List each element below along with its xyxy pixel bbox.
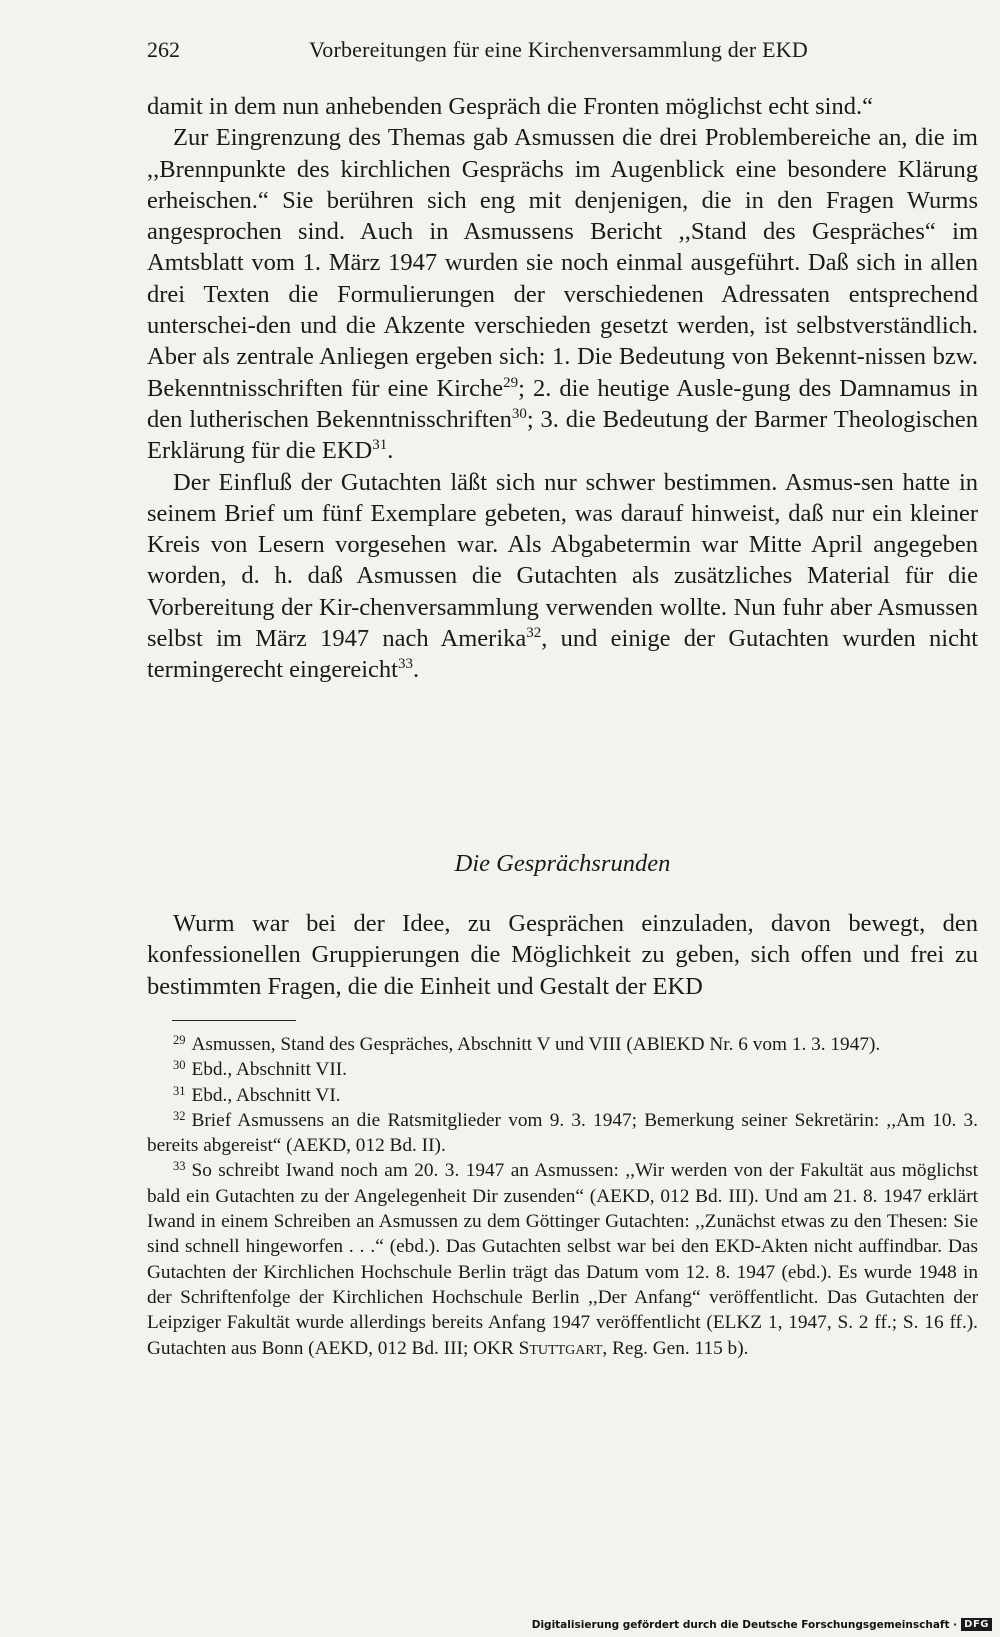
footnote-number: 29 [173, 1033, 186, 1047]
footnote-ref: 29 [503, 374, 519, 391]
footnote-ref: 31 [372, 437, 388, 454]
dfg-logo: DFG [961, 1618, 992, 1631]
paragraph [147, 122, 978, 466]
footnotes [147, 1032, 978, 1361]
footnote-number: 30 [173, 1058, 186, 1073]
section-heading: Die Gesprächsrunden [454, 850, 671, 877]
footnote-text: , Reg. Gen. 115 b). [602, 1337, 749, 1359]
text-run: Zur Eingrenzung des Themas gab Asmussen die drei Problembereiche an, die im ,,Brennpunkte des kirchlichen Gesprächs im Augenblick eine besondere Klärung erheischen.“ Sie berühren sich eng mit denjenigen, die in den Fragen Wurms angesprochen sind. Auch in Asmussens Bericht ,,Stand des Gespräches“ im Amtsblatt vom 1. März 1947 wurden sie noch einmal ausgeführt. Daß sich in allen drei Texten die Formulierungen der verschiedenen Adressaten entsprechend unterschei-den und die Akzente verschieden gesetzt werden, ist selbstverständlich. Aber als zentrale Anliegen ergeben sich: 1. Die Bedeutung von Bekennt-nissen bzw. Bekenntnisschriften für eine Kirche [147, 124, 978, 402]
footnote-number: 31 [173, 1083, 186, 1098]
footnote-text: Asmussen, Stand des Gespräches, Abschnitt V und VIII (ABlEKD Nr. 6 vom 1. 3. 1947). [191, 1034, 881, 1055]
page-header [147, 36, 978, 64]
footnote [147, 1108, 978, 1159]
text-run: Der Einfluß der Gutachten läßt sich nur schwer bestimmen. Asmus-sen hatte in seinem Brief um fünf Exemplare gebeten, was darauf hinweist, daß nur ein kleiner Kreis von Lesern vorgesehen war. Als Abgabetermin war Mitte April angegeben worden, d. h. daß Asmussen die Gutachten als zusätzliches Material für die Vorbereitung der Kir-chenversammlung verwenden wollte. Nun fuhr aber Asmussen selbst im März 1947 nach Amerika [147, 468, 978, 653]
text-run: , und einige der Gutachten wurden nicht termingerecht eingereicht [147, 625, 978, 684]
footnote-text: So schreibt Iwand noch am 20. 3. 1947 an Asmussen: ,,Wir werden von der Fakultät aus möglichst bald ein Gutachten zu der Angelegenheit Dir zusenden“ (AEKD, 012 Bd. III). Und am 21. 8. 1947 erklärt Iwand in einem Schreiben an Asmussen zu dem Göttinger Gutachten: ,,Zunächst etwas zu den Thesen: Sie sind schnell hingeworfen . . .“ (ebd.). Das Gutachten selbst war bei den EKD-Akten nicht auffindbar. Das Gutachten der Kirchlichen Hochschule Berlin trägt das Datum vom 12. 8. 1947 (ebd.). Es wurde 1948 in der Schriftenfolge der Kirchlichen Hochschule Berlin ,,Der Anfang“ veröffentlicht. Das Gutachten der Leipziger Fakultät wurde allerdings bereits Anfang 1947 veröffentlicht (ELKZ 1, 1947, S. 2 ff.; S. 16 ff.). Gutachten aus Bonn (AEKD, 012 Bd. III; OKR [147, 1160, 978, 1359]
footnote-number: 32 [173, 1108, 186, 1123]
footnote-text: Ebd., Abschnitt VII. [191, 1059, 347, 1081]
footnote [147, 1158, 978, 1360]
dfg-credit-text: Digitalisierung gefördert durch die Deutsche Forschungsgemeinschaft · [531, 1618, 958, 1631]
main-text [147, 91, 978, 686]
footnote [147, 1057, 978, 1082]
paragraph [147, 467, 978, 686]
section-text [147, 908, 978, 1002]
paragraph: damit in dem nun anhebenden Gespräch die Fronten möglichst echt sind.“ [147, 93, 873, 120]
footnote-ref: 32 [526, 625, 542, 642]
text-run: . [413, 656, 420, 684]
footnote-ref: 30 [511, 405, 527, 422]
page-number: 262 [147, 37, 180, 62]
text-run: ; 2. die heutige Ausle-gung des Damnamus in den lutherischen Bekenntnisschriften [147, 374, 978, 433]
footnote [147, 1032, 978, 1057]
small-caps-text: Stuttgart [518, 1337, 603, 1359]
text-run: ; 3. die Bedeutung der Barmer Theologischen Erklärung für die EKD [147, 405, 978, 465]
footnote [147, 1083, 978, 1108]
footnote-text: Ebd., Abschnitt VI. [191, 1084, 341, 1106]
paragraph: Wurm war bei der Idee, zu Gesprächen einzuladen, davon bewegt, den konfessionellen Gruppierungen die Möglichkeit zu geben, sich offen und frei zu bestimmten Fragen, die die Einheit und Gestalt der EKD [147, 910, 978, 1000]
footnote-divider [172, 1020, 296, 1021]
footnote-text: Brief Asmussens an die Ratsmitglieder vom 9. 3. 1947; Bemerkung seiner Sekretärin: ,,Am 10. 3. bereits abgereist“ (AEKD, 012 Bd. II). [147, 1109, 978, 1157]
footnote-ref: 33 [398, 656, 413, 673]
dfg-credit [532, 1618, 992, 1631]
running-title: Vorbereitungen für eine Kirchenversammlung der EKD [309, 37, 808, 62]
footnote-number: 33 [173, 1159, 186, 1174]
text-run: . [387, 437, 394, 465]
